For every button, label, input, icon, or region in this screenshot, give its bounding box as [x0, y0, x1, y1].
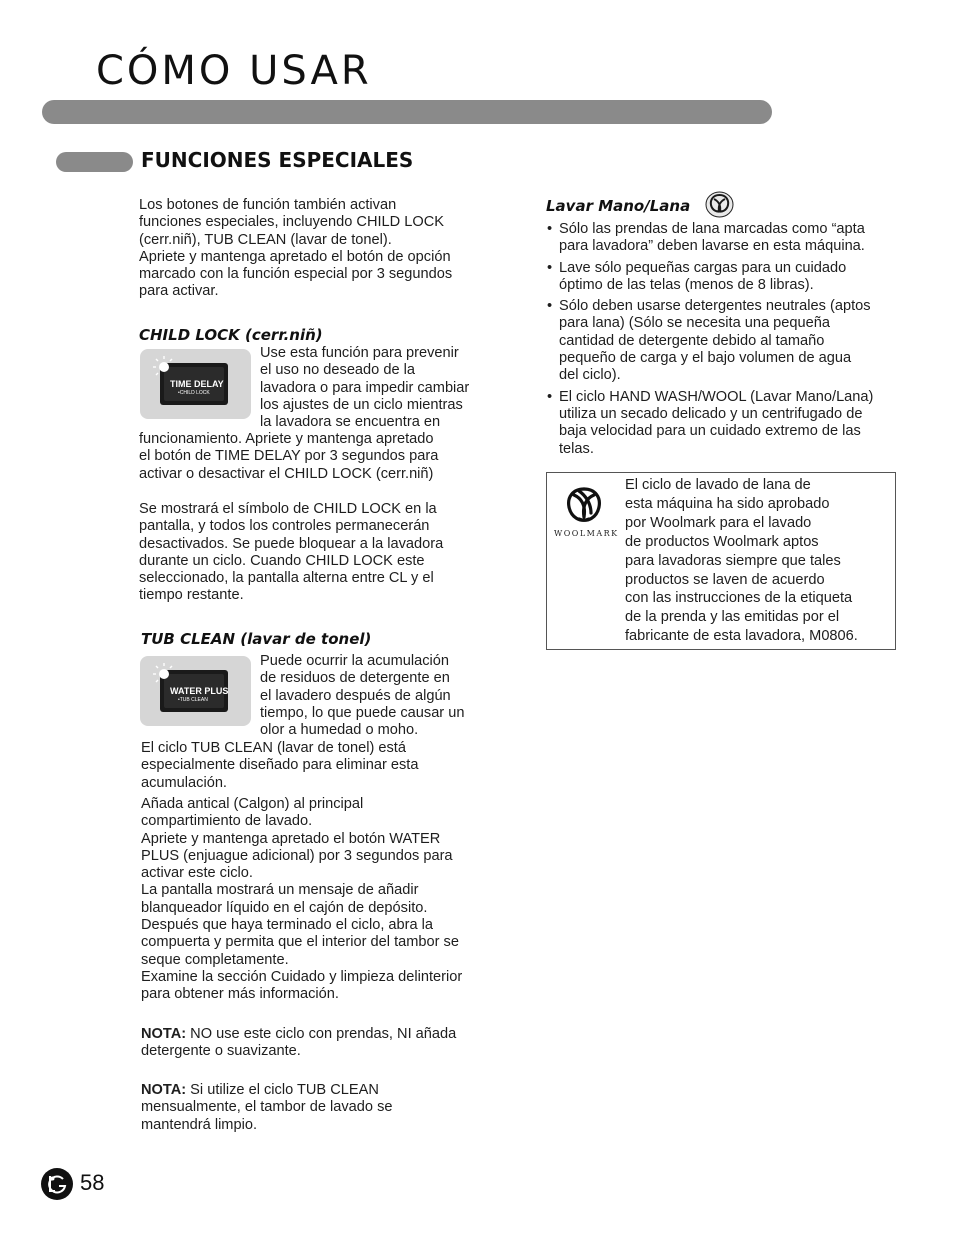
- text-line: Se mostrará el símbolo de CHILD LOCK en la: [139, 501, 437, 517]
- text-line: compuerta y permita que el interior del tambor se: [141, 934, 459, 951]
- woolmark-wordmark: WOOLMARK: [554, 529, 619, 538]
- text-line: con las instrucciones de la etiqueta: [625, 590, 853, 607]
- child-lock-heading: CHILD LOCK (cerr.niñ): [139, 326, 323, 344]
- tub-clean-heading: TUB CLEAN (lavar de tonel): [141, 630, 372, 648]
- text-line: Después que haya terminado el ciclo, abra la: [141, 917, 434, 934]
- text-line: • Sólo deben usarse detergentes neutrales (aptos: [559, 298, 871, 315]
- text-line: esta máquina ha sido aprobado: [625, 495, 830, 512]
- time-delay-panel-graphic: [140, 349, 251, 419]
- lg-logo-icon: [40, 1167, 74, 1201]
- page-number: 58: [80, 1170, 105, 1195]
- text-line: olor a humedad o moho.: [260, 722, 419, 739]
- title-divider-bar: [42, 100, 772, 124]
- panel-label: TIME DELAY: [170, 379, 224, 389]
- text-line: • Sólo las prendas de lana marcadas como “apta: [559, 221, 865, 237]
- intro-line: Los botones de función también activan: [139, 197, 397, 213]
- wool-icon: [705, 191, 734, 218]
- hand-wash-list: [546, 221, 898, 462]
- tub-clean-side-text: [260, 653, 495, 739]
- text-line: el botón de TIME DELAY por 3 segundos para: [139, 448, 439, 465]
- section-title: FUNCIONES ESPECIALES: [141, 148, 414, 172]
- text-line: La pantalla mostrará un mensaje de añadir: [141, 882, 419, 899]
- text-line: de productos Woolmark aptos: [625, 533, 819, 550]
- woolmark-logo-icon: [561, 485, 607, 529]
- child-lock-continuation: [139, 431, 494, 483]
- text-line: tiempo, lo que puede causar un: [260, 704, 465, 721]
- panel-sublabel: •CHILD LOCK: [178, 390, 210, 396]
- text-line: la lavadora se encuentra en: [260, 414, 441, 431]
- text-line: fabricante de esta lavadora, M0806.: [625, 628, 858, 645]
- text-line: especialmente diseñado para eliminar esta: [141, 757, 419, 774]
- text-line: desactivados. Se puede bloquear a la lavadora: [139, 535, 444, 552]
- water-plus-button-image: [140, 656, 251, 726]
- text-line: cantidad de detergente debido al tamaño: [559, 332, 825, 349]
- text-line: Puede ocurrir la acumulación: [260, 653, 450, 669]
- intro-paragraph: [139, 197, 489, 301]
- text-line: compartimiento de lavado.: [141, 813, 313, 830]
- text-line: de la prenda y las emitidas por el: [625, 609, 840, 626]
- tub-clean-paragraph-2: [141, 796, 496, 1004]
- panel-label: WATER PLUS: [170, 686, 229, 696]
- text-line: • El ciclo HAND WASH/WOOL (Lavar Mano/Lana): [559, 388, 874, 405]
- page-title: CÓMO USAR: [96, 48, 372, 94]
- child-lock-side-text: [260, 345, 495, 431]
- text-line: durante un ciclo. Cuando CHILD LOCK este: [139, 552, 425, 569]
- text-line: telas.: [559, 440, 594, 457]
- list-item: [546, 298, 898, 384]
- text-line: seque completamente.: [141, 951, 289, 968]
- text-line: [141, 1082, 496, 1099]
- note-1: [141, 1026, 496, 1061]
- text-line: funcionamiento. Apriete y mantenga apretado: [139, 431, 434, 447]
- text-line: mensualmente, el tambor de lavado se: [141, 1099, 393, 1116]
- note-2: [141, 1082, 496, 1134]
- section-marker: [56, 152, 133, 172]
- text-line: El ciclo de lavado de lana de: [625, 477, 811, 493]
- text-line: acumulación.: [141, 774, 227, 791]
- list-item: [546, 221, 898, 256]
- text-line: utiliza un secado delicado y un centrifugado de: [559, 405, 863, 422]
- intro-line: para activar.: [139, 283, 219, 300]
- text-line: activar o desactivar el CHILD LOCK (cerr.niñ): [139, 465, 434, 482]
- panel-sublabel: •TUB CLEAN: [178, 697, 208, 703]
- text-line: Añada antical (Calgon) al principal: [141, 796, 364, 812]
- text-line: por Woolmark para el lavado: [625, 514, 812, 531]
- text-line: seleccionado, la pantalla alterna entre CL y el: [139, 570, 434, 587]
- text-line: Apriete y mantenga apretado el botón WATER: [141, 830, 441, 847]
- text-line: Use esta función para prevenir: [260, 345, 459, 361]
- note-text: NO use este ciclo con prendas, NI añada: [186, 1026, 457, 1042]
- time-delay-button-image: [140, 349, 251, 419]
- text-line: el uso no deseado de la: [260, 362, 415, 379]
- text-line: para lavadora” deben lavarse en esta máquina.: [559, 238, 865, 255]
- text-line: [141, 1026, 496, 1043]
- text-line: el lavadero después de algún: [260, 687, 451, 704]
- water-plus-panel-graphic: [140, 656, 251, 726]
- child-lock-paragraph-2: [139, 501, 494, 605]
- intro-line: Apriete y mantenga apretado el botón de opción: [139, 248, 451, 265]
- text-line: del ciclo).: [559, 367, 621, 384]
- intro-line: funciones especiales, incluyendo CHILD LOCK: [139, 214, 445, 231]
- text-line: detergente o suavizante.: [141, 1043, 301, 1060]
- note-text: Si utilize el ciclo TUB CLEAN: [186, 1082, 379, 1098]
- woolmark-info-box: [546, 472, 896, 650]
- text-line: • Lave sólo pequeñas cargas para un cuidado: [559, 259, 847, 276]
- intro-line: (cerr.niñ), TUB CLEAN (lavar de tonel).: [139, 231, 392, 248]
- text-line: mantendrá limpio.: [141, 1116, 257, 1133]
- tub-clean-paragraph-1: [141, 740, 496, 792]
- text-line: pequeño de carga y el bajo volumen de agua: [559, 350, 852, 367]
- note-label: NOTA:: [141, 1026, 187, 1042]
- hand-wash-heading: Lavar Mano/Lana: [546, 197, 691, 215]
- text-line: para obtener más información.: [141, 986, 339, 1003]
- text-line: tiempo restante.: [139, 587, 244, 604]
- text-line: para lavadoras siempre que tales: [625, 552, 841, 569]
- text-line: pantalla, y todos los controles permanecerán: [139, 518, 430, 535]
- text-line: activar este ciclo.: [141, 865, 253, 882]
- text-line: El ciclo TUB CLEAN (lavar de tonel) está: [141, 740, 406, 756]
- note-label: NOTA:: [141, 1082, 187, 1098]
- text-line: blanqueador líquido en el cajón de depósito.: [141, 899, 428, 916]
- text-line: de residuos de detergente en: [260, 670, 450, 687]
- text-line: los ajustes de un ciclo mientras: [260, 396, 463, 413]
- woolmark-text: [625, 476, 890, 646]
- text-line: lavadora o para impedir cambiar: [260, 379, 470, 396]
- text-line: productos se laven de acuerdo: [625, 571, 825, 588]
- text-line: Examine la sección Cuidado y limpieza delinterior: [141, 968, 463, 985]
- text-line: óptimo de las telas (menos de 8 libras).: [559, 276, 814, 293]
- intro-line: marcado con la función especial por 3 segundos: [139, 266, 453, 283]
- list-item: [546, 260, 898, 295]
- text-line: baja velocidad para un cuidado extremo de las: [559, 423, 861, 440]
- list-item: [546, 389, 898, 458]
- text-line: PLUS (enjuague adicional) por 3 segundos para: [141, 847, 453, 864]
- text-line: para lana) (Sólo se necesita una pequeña: [559, 315, 830, 332]
